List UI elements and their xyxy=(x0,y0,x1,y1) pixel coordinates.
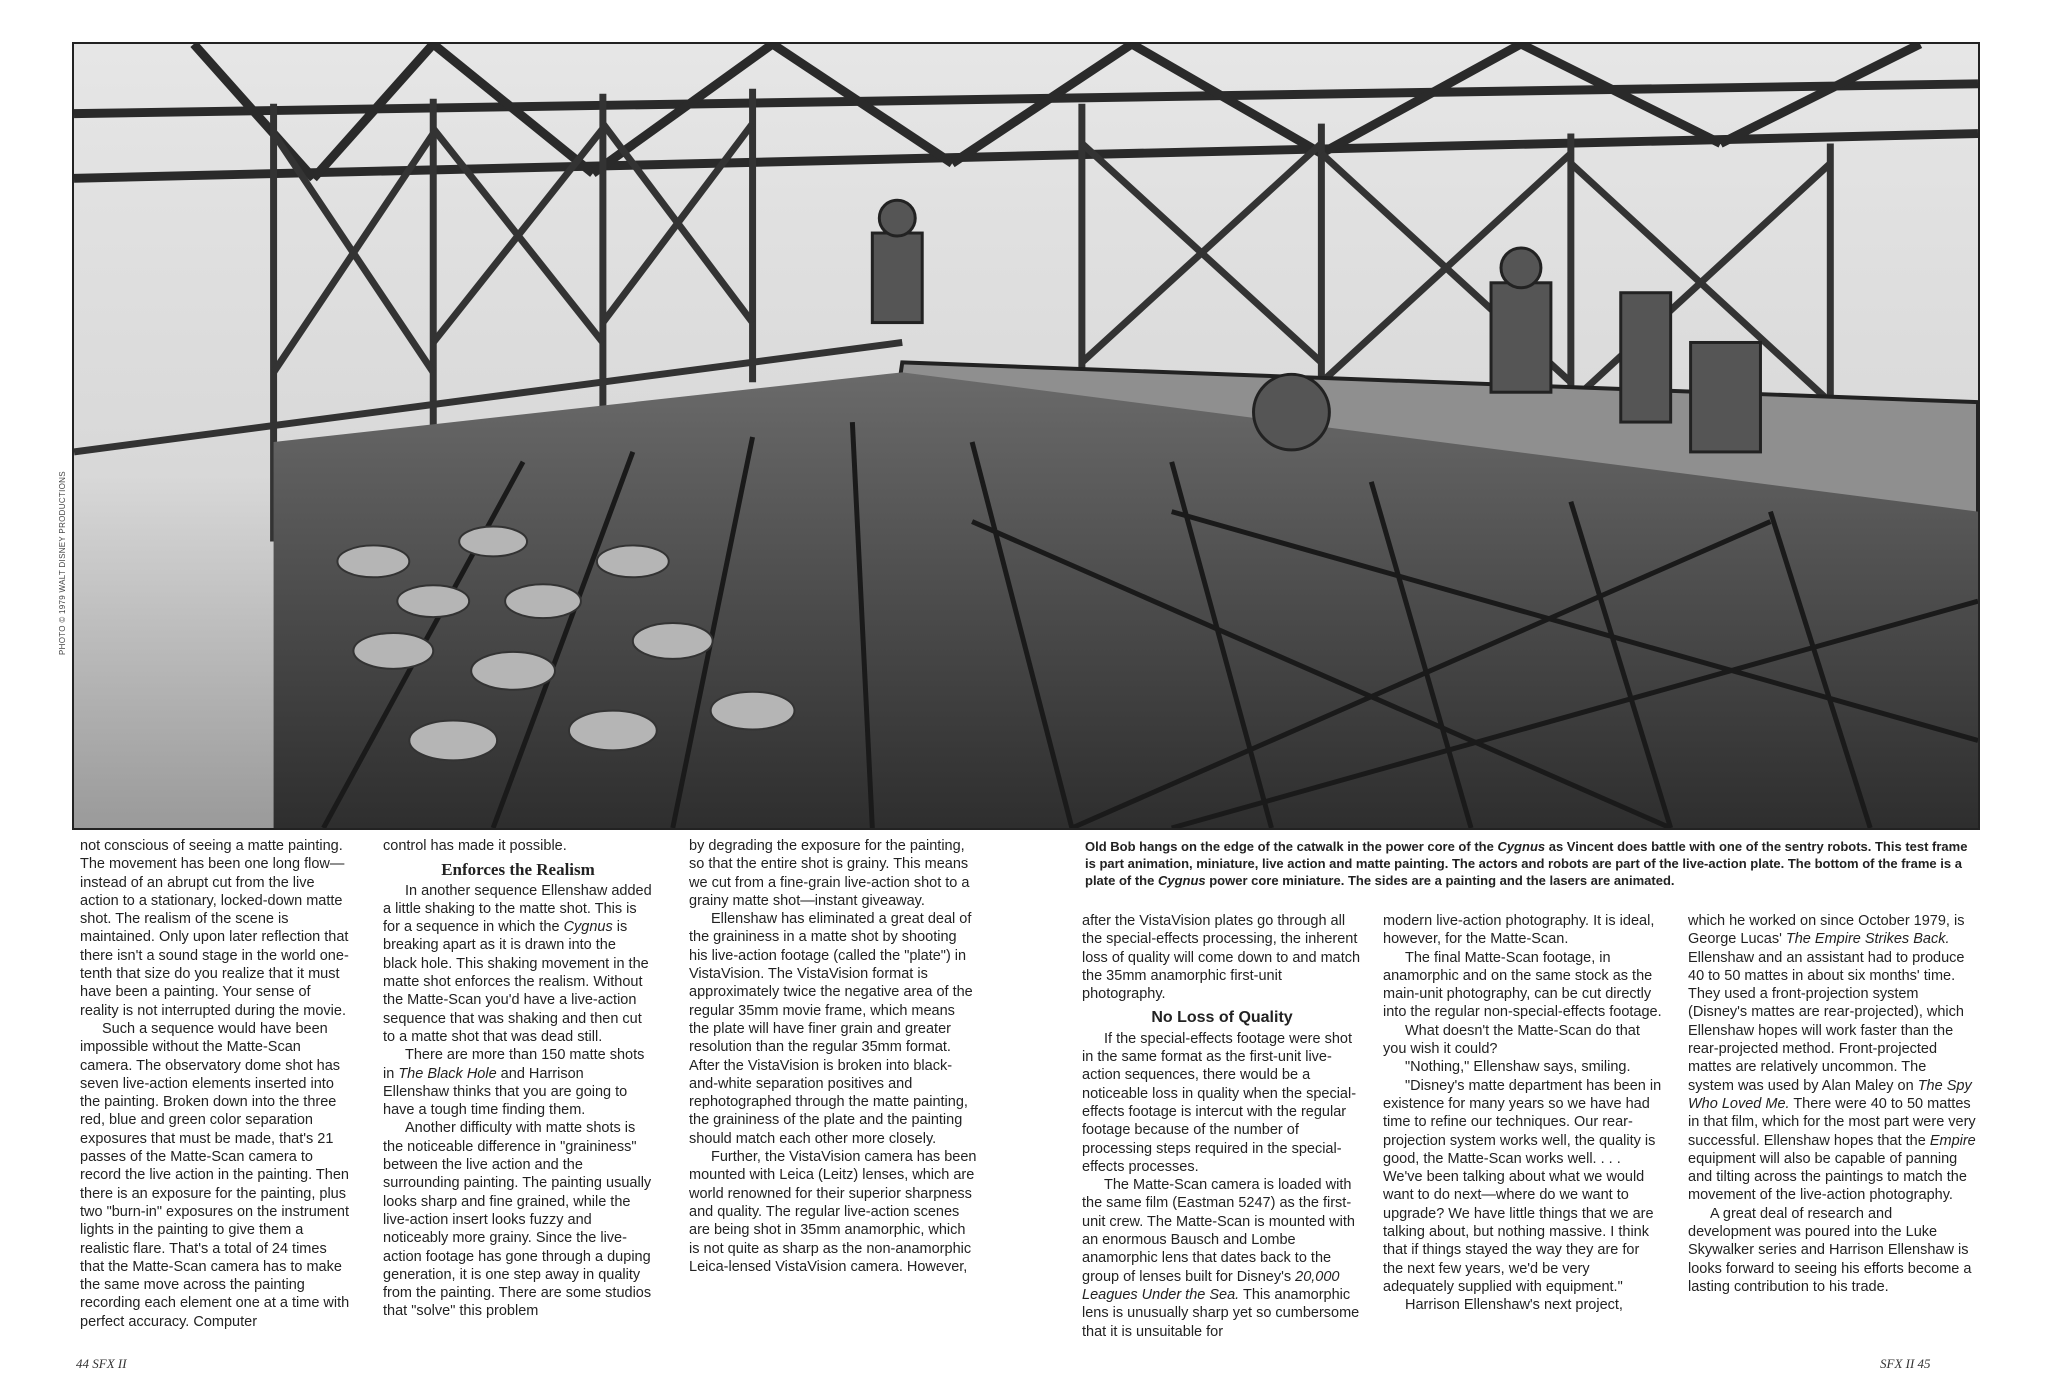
italic-text: The Spy Who Loved Me. xyxy=(1688,1077,1972,1112)
paragraph xyxy=(1082,1176,1362,1341)
text-run: Further, the VistaVision camera has been mounted with Leica (Leitz) lenses, which are world renowned for their superior sharpness and quality. The regular live-action scenes are being shot in 35mm anamorphic, which is not quite as sharp as the non-anamorphic Leica-lensed VistaVision camera. However, xyxy=(689,1149,977,1275)
italic-text: The Black Hole xyxy=(398,1065,497,1082)
text-run: and Harrison Ellenshaw thinks that you are going to have a tough time finding them. xyxy=(383,1065,628,1119)
paragraph xyxy=(689,910,979,1148)
paragraph xyxy=(383,882,653,1047)
paragraph xyxy=(1082,912,1362,1003)
text-column-4 xyxy=(1082,912,1362,1341)
paragraph xyxy=(383,1119,653,1320)
folio-right: SFX II 45 xyxy=(1880,1356,1931,1371)
folio-left: 44 SFX II xyxy=(76,1356,127,1371)
paragraph xyxy=(689,837,979,910)
text-run: If the special-effects footage were shot in the same format as the first-unit live-action sequences, there would be a noticeable loss in quality when the special-effects footage is intercut with the regular footage because of the number of processing steps required in the special-effects processes. xyxy=(1082,1030,1357,1175)
text-column-3 xyxy=(689,837,979,1276)
text-run: Ellenshaw and an assistant had to produce 40 to 50 mattes in about six months' time. They used a front-projection system (Disney's mattes are rear-projected), which Ellenshaw hopes will work faster than the rear-projected method. Front-projected mattes are relatively uncommon. The system was used by Alan Maley on xyxy=(1688,949,1965,1094)
text-run: by degrading the exposure for the painting, so that the entire shot is grainy. This means we cut from a fine-grain live-action shot to a grainy matte shot—instant giveaway. xyxy=(689,838,970,909)
paragraph xyxy=(1688,912,1976,1205)
text-run: Old Bob hangs on the edge of the catwalk in the power core of the xyxy=(1085,839,1498,854)
text-column-2 xyxy=(383,837,653,1321)
section-heading: No Loss of Quality xyxy=(1151,1009,1293,1027)
text-run: control has made it possible. xyxy=(383,838,567,854)
power-core-photo xyxy=(72,42,1980,830)
italic-text: The Empire Strikes Back. xyxy=(1785,931,1950,948)
text-run: A great deal of research and development was poured into the Luke Skywalker series and Harrison Ellenshaw is looks forward to seeing his efforts become a lasting contribution to his trade. xyxy=(1688,1205,1972,1295)
text-run: Ellenshaw has eliminated a great deal of the graininess in a matte shot by shooting his live-action footage (called the "plate") in VistaVision. The VistaVision format is approximately twice the negative area of the regular 35mm movie frame, which means the plate will have finer grain and greater resolution than the regular 35mm format. After the VistaVision is broken into black-and-white separation positives and rephotographed through the matte painting, the graininess of the plate and the painting should match each other more closely. xyxy=(689,911,973,1147)
text-run: The Matte-Scan camera is loaded with the same film (Eastman 5247) as the first-unit crew. The Matte-Scan is mounted with an enormous Bausch and Lombe anamorphic lens that dates back to the group of lenses built for Disney's xyxy=(1082,1177,1355,1285)
section-heading: Enforces the Realism xyxy=(441,860,595,880)
text-run: What doesn't the Matte-Scan do that you wish it could? xyxy=(1383,1022,1640,1058)
text-run: Another difficulty with matte shots is the noticeable difference in "graininess" between the live action and the surrounding painting. The painting usually looks sharp and fine grained, while the live-action insert looks fuzzy and noticeably more grainy. Since the live-action footage has gone through a duping generation, it is one step away in quality from the painting. There are some studios that "solve" this problem xyxy=(383,1120,652,1320)
paragraph xyxy=(689,1148,979,1276)
text-run: Such a sequence would have been impossible without the Matte-Scan camera. The observatory dome shot has seven live-action elements inserted into the painting. Broken down into the three red, blue and green color separation exposures that must be made, that's 21 passes of the Matte-Scan camera to record the live action in the painting. Then there is an exposure for the painting, plus two "burn-in" exposures on the instrument lights in the painting to give them a realistic flare. That's a total of 24 times that the Matte-Scan camera has to make the same move across the painting recording each element one at a time with perfect accuracy. Computer xyxy=(80,1020,350,1330)
paragraph xyxy=(383,1046,653,1119)
text-run: which he worked on since October 1979, is George Lucas' xyxy=(1688,913,1965,948)
paragraph xyxy=(383,837,653,855)
text-run: as Vincent does battle with one of the sentry robots. This test frame is part animation, miniature, live action and matte painting. The actors and robots are part of the live-action plate. The bottom of the frame is a plate of the xyxy=(1085,839,1968,888)
italic-text: Cygnus xyxy=(563,919,613,936)
text-run: equipment will also be capable of panning and tilting across the paintings to match the movement of the live-action photography. xyxy=(1688,1150,1967,1204)
photo-illustration xyxy=(74,44,1978,828)
italic-text: 20,000 Leagues Under the Sea. xyxy=(1082,1268,1340,1303)
paragraph xyxy=(1383,1077,1663,1297)
text-run: "Nothing," Ellenshaw says, smiling. xyxy=(1405,1059,1631,1076)
paragraph xyxy=(1082,1030,1362,1176)
paragraph xyxy=(80,837,350,1020)
text-run: The final Matte-Scan footage, in anamorphic and on the same stock as the main-unit photography, can be cut directly into the regular non-special-effects footage. xyxy=(1383,949,1662,1021)
paragraph xyxy=(1383,949,1663,1022)
text-column-5 xyxy=(1383,912,1663,1315)
text-run: This anamorphic lens is unusually sharp yet so cumbersome that it is unsuitable for xyxy=(1082,1286,1360,1340)
italic-text: Empire xyxy=(1929,1132,1976,1149)
paragraph xyxy=(80,1020,350,1331)
text-run: There are more than 150 matte shots in xyxy=(383,1047,645,1082)
paragraph xyxy=(1383,1058,1663,1076)
text-column-1 xyxy=(80,837,350,1331)
paragraph xyxy=(1688,1205,1976,1296)
text-run: In another sequence Ellenshaw added a little shaking to the matte shot. This is for a sequence in which the xyxy=(383,882,652,936)
text-column-6 xyxy=(1688,912,1976,1296)
text-run: There were 40 to 50 mattes in that film, which for the most part were very successful. Ellenshaw hopes that the xyxy=(1688,1095,1976,1149)
italic-text: Cygnus xyxy=(1497,839,1546,854)
text-run: power core miniature. The sides are a painting and the lasers are animated. xyxy=(1205,873,1675,888)
text-run: modern live-action photography. It is ideal, however, for the Matte-Scan. xyxy=(1383,913,1655,948)
paragraph xyxy=(1383,912,1663,949)
paragraph xyxy=(1383,1296,1663,1314)
text-run: Harrison Ellenshaw's next project, xyxy=(1405,1297,1623,1314)
paragraph xyxy=(1383,1022,1663,1059)
photo-caption xyxy=(1085,838,1975,889)
text-run: "Disney's matte department has been in existence for many years so we have had time to refine our techniques. Our rear-projection system works well, the quality is good, the Matte-Scan works well. . . . We've been talking about what we would want to do next—where do we want to upgrade? We have little things that we are talking about, but nothing massive. I think that if things stayed the way they are for the next few years, we'd be very adequately supplied with equipment." xyxy=(1383,1077,1662,1295)
text-run: not conscious of seeing a matte painting. The movement has been one long flow—instead of an abrupt cut from the live action to a stationary, locked-down matte shot. The realism of the scene is maintained. Only upon later reflection that there isn't a sound stage in the world one-tenth that size do you realize that it must have been a painting. Your sense of reality is not interrupted during the movie. xyxy=(80,838,349,1019)
photo-credit: PHOTO © 1979 WALT DISNEY PRODUCTIONS xyxy=(58,471,67,655)
italic-text: Cygnus xyxy=(1157,873,1206,888)
text-run: after the VistaVision plates go through all the special-effects processing, the inherent loss of quality will come down to and match the 35mm anamorphic first-unit photography. xyxy=(1082,913,1361,1003)
text-run: is breaking apart as it is drawn into the black hole. This shaking movement in the matte shot enforces the realism. Without the Matte-Scan you'd have a live-action sequence that was shaking and then cut to a matte shot that was dead still. xyxy=(383,919,649,1045)
